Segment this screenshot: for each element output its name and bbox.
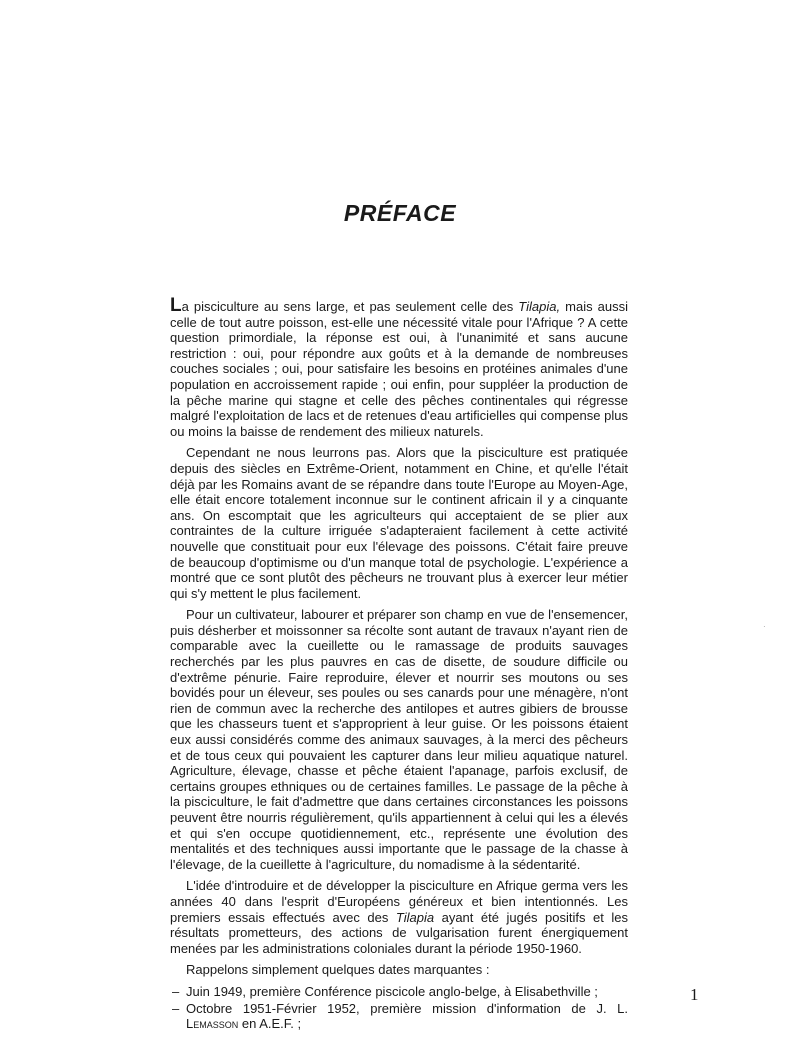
paragraph-5: Rappelons simplement quelques dates marquantes : — [186, 962, 490, 978]
drop-cap: L — [170, 295, 182, 316]
margin-mark: · — [763, 622, 766, 631]
dates-list-item-2-text-start: Octobre 1951-Février 1952, première mission d'information de J. L. — [186, 1000, 628, 1016]
dates-list — [170, 984, 628, 1032]
paragraph-4 — [170, 878, 628, 956]
paragraph-1-text-start: a pisciculture au sens large, et pas seulement celle des — [181, 299, 519, 314]
page-number: 1 — [690, 985, 699, 1004]
dates-list-item-1: – Juin 1949, première Conférence piscicole anglo-belge, à Elisabethville ; — [170, 984, 628, 1000]
paragraph-3: Pour un cultivateur, labourer et préparer son champ en vue de l'ensemencer, puis désherber et moissonner sa récolte sont autant de travaux n'ayant rien de comparable avec la cueillette ou le ramassage de produits sauvages recherchés par les plus pauvres en cas de disette, de soudure difficile ou d'extrême pénurie. Faire reproduire, élever et nourrir ses moutons ou ses bovidés pour un éleveur, ses poules ou ses canards pour une ménagère, n'ont rien de commun avec la recherche des antilopes et autres gibiers de brousse que les chasseurs tuent et s'approprient à leur guise. Or les poissons étaient eux aussi considérés comme des animaux sauvages, à la merci des pêcheurs et de tous ceux qui pouvaient les capturer dans leur milieu aquatique naturel. Agriculture, élevage, chasse et pêche étaient l'apanage, parfois exclusif, de certains groupes ethniques ou de certaines familles. Le passage de la pêche à la pisciculture, le fait d'admettre que dans certaines circonstances les poissons peuvent être nourris régulièrement, qu'ils appartiennent à celui qui les a élevés et qui s'en occupe quotidiennement, etc., représente une évolution des mentalités et des techniques aussi importante que le passage de la chasse à l'élevage, de la cueillette à l'agriculture, du nomadisme à la sédentarité. — [170, 607, 628, 872]
dates-list-item-2-text-end: en A.E.F. ; — [238, 1016, 302, 1032]
preface-body — [170, 295, 628, 1033]
page-title: PRÉFACE — [343, 200, 457, 226]
paragraph-4-text-end: ayant été jugés positifs et les résultats prometteurs, des actions de vulgarisation furent énergiquement menées par les administrations coloniales durant la période 1950-1960. — [170, 909, 628, 956]
paragraph-1 — [170, 295, 628, 439]
paragraph-1-text-end: mais aussi celle de tout autre poisson, est-elle une nécessité vitale pour l'Afrique ? A cette question primordiale, la réponse est oui, à l'unanimité et sans aucune restriction : oui, pour répondre aux goûts et à la demande de nombreuses couches sociales ; oui, pour satisfaire les besoins en protéines animales d'une population en accroissement rapide ; oui enfin, pour suppléer la production de la pêche marine qui stagne et celle des pêches continentales qui régresse malgré l'exploitation de lacs et de retenues d'eau artificielles qui compense plus ou moins la baisse de rendement des milieux naturels. — [170, 299, 628, 439]
paragraph-1-italic: Tilapia, — [518, 299, 561, 314]
paragraph-2: Cependant ne nous leurrons pas. Alors que la pisciculture est pratiquée depuis des siècles en Extrême-Orient, notamment en Chine, et qu'elle l'était déjà par les Romains avant de se répandre dans toute l'Europe au Moyen-Age, elle était encore totalement inconnue sur le continent africain il y a cinquante ans. On escomptait que les agriculteurs qui acceptaient de se plier aux contraintes de la culture irriguée s'adapteraient facilement à cette activité nouvelle que constituait pour eux l'élevage des poissons. C'était faire preuve de beaucoup d'optimisme ou d'un manque total de psychologie. L'expérience a montré que ce sont plutôt des pêcheurs ne trouvant plus à exercer leur métier qui s'y mettent le plus facilement. — [170, 445, 628, 601]
paragraph-4-italic: Tilapia — [395, 909, 435, 925]
paragraph-4-text-start: L'idée d'introduire et de développer la pisciculture en Afrique germa vers les années 40 dans l'esprit d'Européens généreux et bien intentionnés. Les premiers essais effectués avec des — [170, 878, 628, 925]
author-name: Lemasson — [186, 1016, 239, 1032]
dates-list-item-2 — [170, 1001, 628, 1032]
